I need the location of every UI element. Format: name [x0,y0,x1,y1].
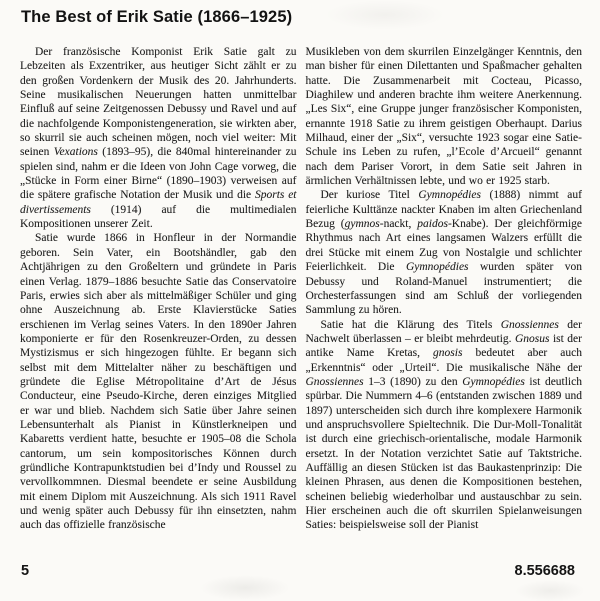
page-number: 5 [21,563,30,579]
paragraph: Satie hat die Klärung des Titels Gnossiennes der Nachwelt überlassen – er bleibt mehrdeutig. Gnosus ist der antike Name Kretas, gnosis bedeutet aber auch „Erkenntnis“ oder „Urteil“. Die musikalische Nähe der Gnossiennes 1–3 (1890) zu den Gymnopédies ist deutlich spürbar. Die Nummern 4–6 (entstanden zwischen 1889 und 1897) unterscheiden sich durch ihre komplexere Harmonik und anspruchsvollere Spieltechnik. Die Dur-Moll-Tonalität ist durch eine griechisch-orientalische, modale Harmonik ersetzt. In der Notation verzichtet Satie auf Taktstriche. Auffällig an diesen Stücken ist das Baukastenprinzip: Die kleinen Phrasen, aus denen die Kompositionen bestehen, scheinen beliebig wiederholbar und austauschbar zu sein. Hier erscheinen auch die oft skurrilen Spielanweisungen Saties: beispielsweise soll der Pianist [305,318,582,532]
left-column [20,45,297,565]
right-column [306,45,583,565]
text-columns [20,45,582,565]
paragraph: Musikleben von dem skurrilen Einzelgänger Kenntnis, den man bisher für einen Dilettanten und Spaßmacher gehalten hatte. Die Zusammenarbeit mit Cocteau, Picasso, Diaghilew und anderen brachte ihm weitere Anerkennung. „Les Six“, eine Gruppe junger französischer Komponisten, ernannte 1918 Satie zu ihrem geistigen Oberhaupt. Darius Milhaud, einer der „Six“, versuchte 1923 sogar eine Satie-Schule ins Leben zu rufen, „l’Ecole d’Arcueil“ genannt nach dem Pariser Vorort, in dem Satie seit Jahren in ärmlichen Verhältnissen lebte, und wo er 1925 starb. [305,46,582,188]
paragraph: Der französische Komponist Erik Satie galt zu Lebzeiten als Exzentriker, aus heutiger Sicht zählt er zu den großen Vordenkern der Musik des 20. Jahrhunderts. Seine musikalischen Neuerungen hatten unmittelbar Einfluß auf seine Zeitgenossen Debussy und Ravel und auf die nachfolgende Komponistengeneration, sie wirkten aber, so skurril sie auch scheinen mögen, noch viel weiter: Mit seinen Vexations (1893–95), die 840mal hintereinander zu spielen sind, nahm er die Ideen von John Cage vorweg, die „Stücke in Form einer Birne“ (1890–1903) verweisen auf die spätere grafische Notation der Musik und die Sports et divertissements (1914) auf die multimedialen Kompositionen unserer Zeit. [20,46,297,231]
page-footer [21,563,575,579]
paragraph: Der kuriose Titel Gymnopédies (1888) nimmt auf feierliche Kulttänze nackter Knaben im alten Griechenland Bezug (gymnos-nackt, paidos-Knabe). Der gleichförmige Rhythmus nach Art eines langsamen Walzers erfüllt die drei Stücke mit einem Zug von Nostalgie und schlichter Feierlichkeit. Die Gymnopédies wurden später von Debussy und Roland-Manuel instrumentiert; die Orchesterfassungen sind am Schluß der vorliegenden Sammlung zu hören. [305,189,582,317]
page-title: The Best of Erik Satie (1866–1925) [21,8,293,26]
scan-smudge [515,580,585,601]
catalog-number: 8.556688 [514,563,575,579]
paragraph: Satie wurde 1866 in Honfleur in der Normandie geboren. Sein Vater, ein Bootshändler, gab den Achtjährigen zu den Großeltern und gründete in Paris einen Verlag. 1879–1886 besuchte Satie das Conservatoire Paris, erwies sich aber als mittelmäßiger Schüler und ging ohne Auszeichnung ab. Erste Klavierstücke Saties erschienen im Verlag seines Vaters. In den 1890er Jahren komponierte er für den Rosenkreuzer-Orden, zu dessen Mystizismus er sich hingezogen fühlte. Er begann sich selbst mit dem Mittelalter näher zu beschäftigen und gründete die Eglise Métropolitaine d’Art de Jésus Conducteur, eine Pseudo-Kirche, deren einziges Mitglied er war und blieb. Nachdem sich Satie über Jahre seinen Lebensunterhalt als Pianist in Künstlerkneipen und Kabaretts verdient hatte, besuchte er 1905–08 die Schola cantorum, um sein kompositorisches Können durch gründliche Kontrapunktstudien bei d’Indy und Roussel zu vervollkommnen. Diesmal beendete er seine Ausbildung mit einem Diplom mit Auszeichnung. Als sich 1911 Ravel und wenig später auch Debussy für ihn einsetzten, nahm auch das offizielle französische [20,232,297,532]
scan-smudge [325,0,445,30]
